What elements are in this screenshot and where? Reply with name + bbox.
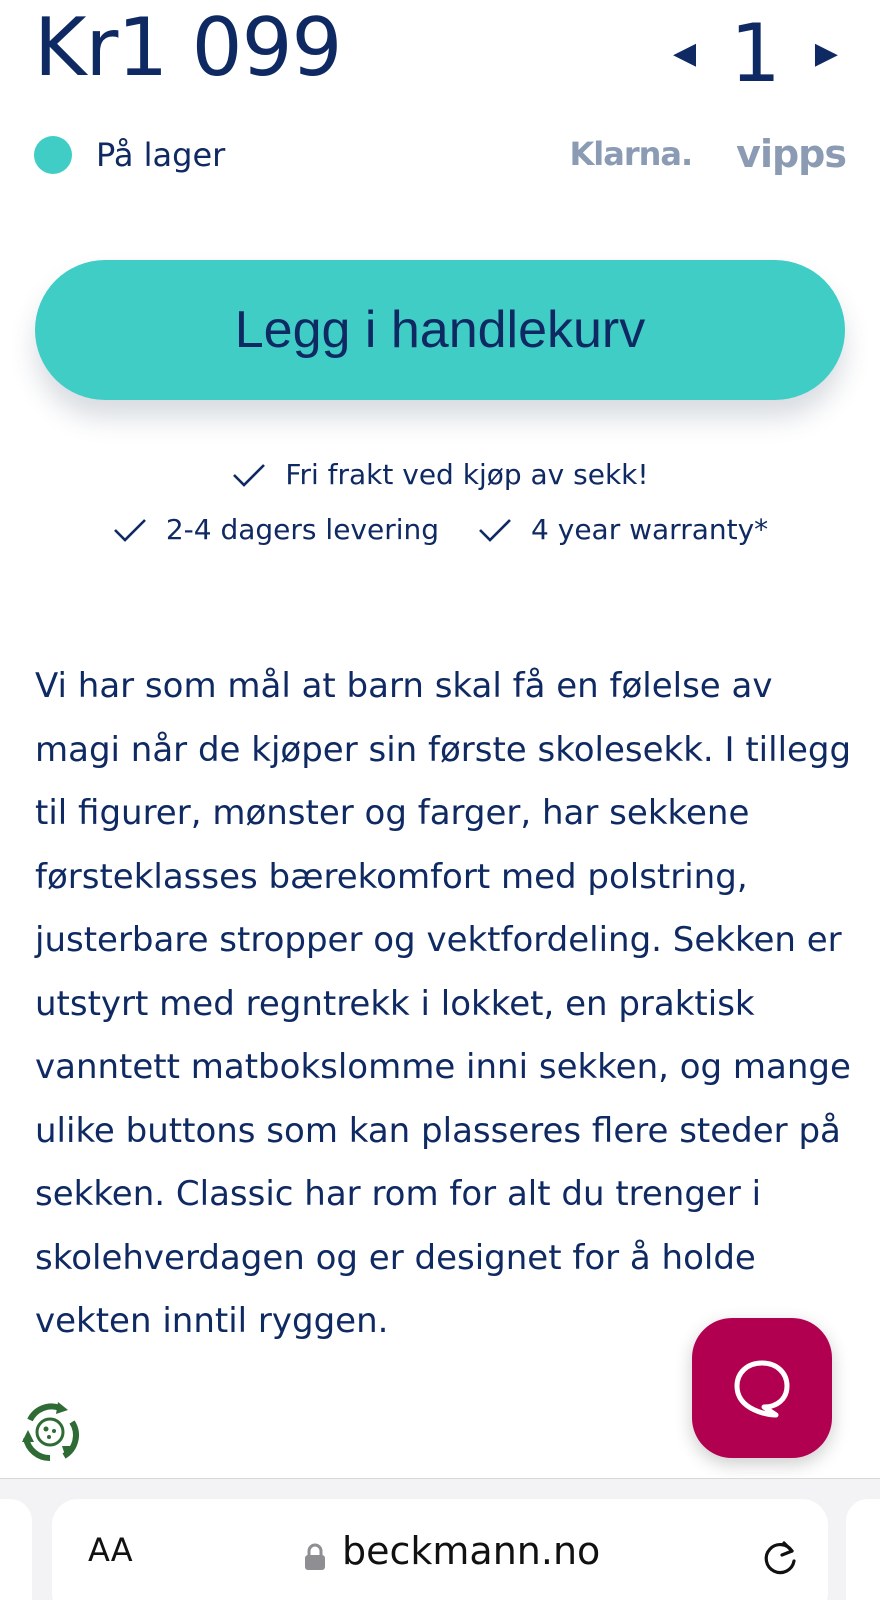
add-to-cart-label: Legg i handlekurv (234, 301, 646, 359)
cookie-settings-icon[interactable] (16, 1398, 84, 1466)
quantity-value: 1 (730, 7, 781, 100)
stock-label: På lager (96, 136, 226, 174)
stock-status (34, 136, 225, 174)
quantity-decrease-button[interactable]: ◀ (672, 36, 697, 71)
lock-icon (304, 1543, 326, 1571)
benefits-row (0, 513, 880, 546)
klarna-logo: Klarna. (569, 135, 693, 173)
quantity-increase-button[interactable]: ▶ (814, 36, 838, 71)
benefit-item (231, 458, 648, 491)
chat-button[interactable] (692, 1318, 832, 1458)
benefits-list (0, 458, 880, 568)
text-size-button[interactable]: AA (88, 1531, 133, 1569)
quantity-stepper (673, 4, 838, 104)
browser-toolbar (0, 1478, 880, 1600)
add-to-cart-button[interactable] (35, 260, 845, 400)
product-description: Vi har som mål at barn skal få en følelse av magi når de kjøper sin første skolesekk. I tillegg til figurer, mønster og farger, har sekkene førsteklasses bærekomfort med polstring, justerbare stropper og vektfordeling. Sekken er utstyrt med regntrekk i lokket, en praktisk vanntett matbokslomme inni sekken, og mange ulike buttons som kan plasseres flere steder på sekken. Classic har rom for alt du trenger i skolehverdagen og er designet for å holde vekten inntil ryggen. (35, 666, 852, 1341)
stock-indicator-dot (34, 136, 72, 174)
benefit-text: Fri frakt ved kjøp av sekk! (285, 458, 649, 491)
price: Kr1 099 (34, 1, 342, 94)
previous-tab-preview[interactable] (0, 1499, 32, 1600)
benefit-text: 2-4 dagers levering (165, 513, 440, 546)
checkmark-icon (231, 462, 267, 488)
vipps-logo: vipps (736, 132, 846, 176)
benefit-text: 4 year warranty* (531, 513, 769, 546)
checkmark-icon (112, 517, 148, 543)
checkmark-icon (477, 517, 513, 543)
next-tab-preview[interactable] (846, 1499, 880, 1600)
url-text: beckmann.no (342, 1529, 601, 1573)
benefits-row (0, 458, 880, 491)
address-bar[interactable] (52, 1499, 828, 1600)
benefit-item (112, 513, 439, 546)
chat-bubble-icon (729, 1355, 795, 1421)
payment-logos (570, 132, 847, 176)
reload-icon[interactable] (758, 1535, 802, 1579)
benefit-item (477, 513, 768, 546)
